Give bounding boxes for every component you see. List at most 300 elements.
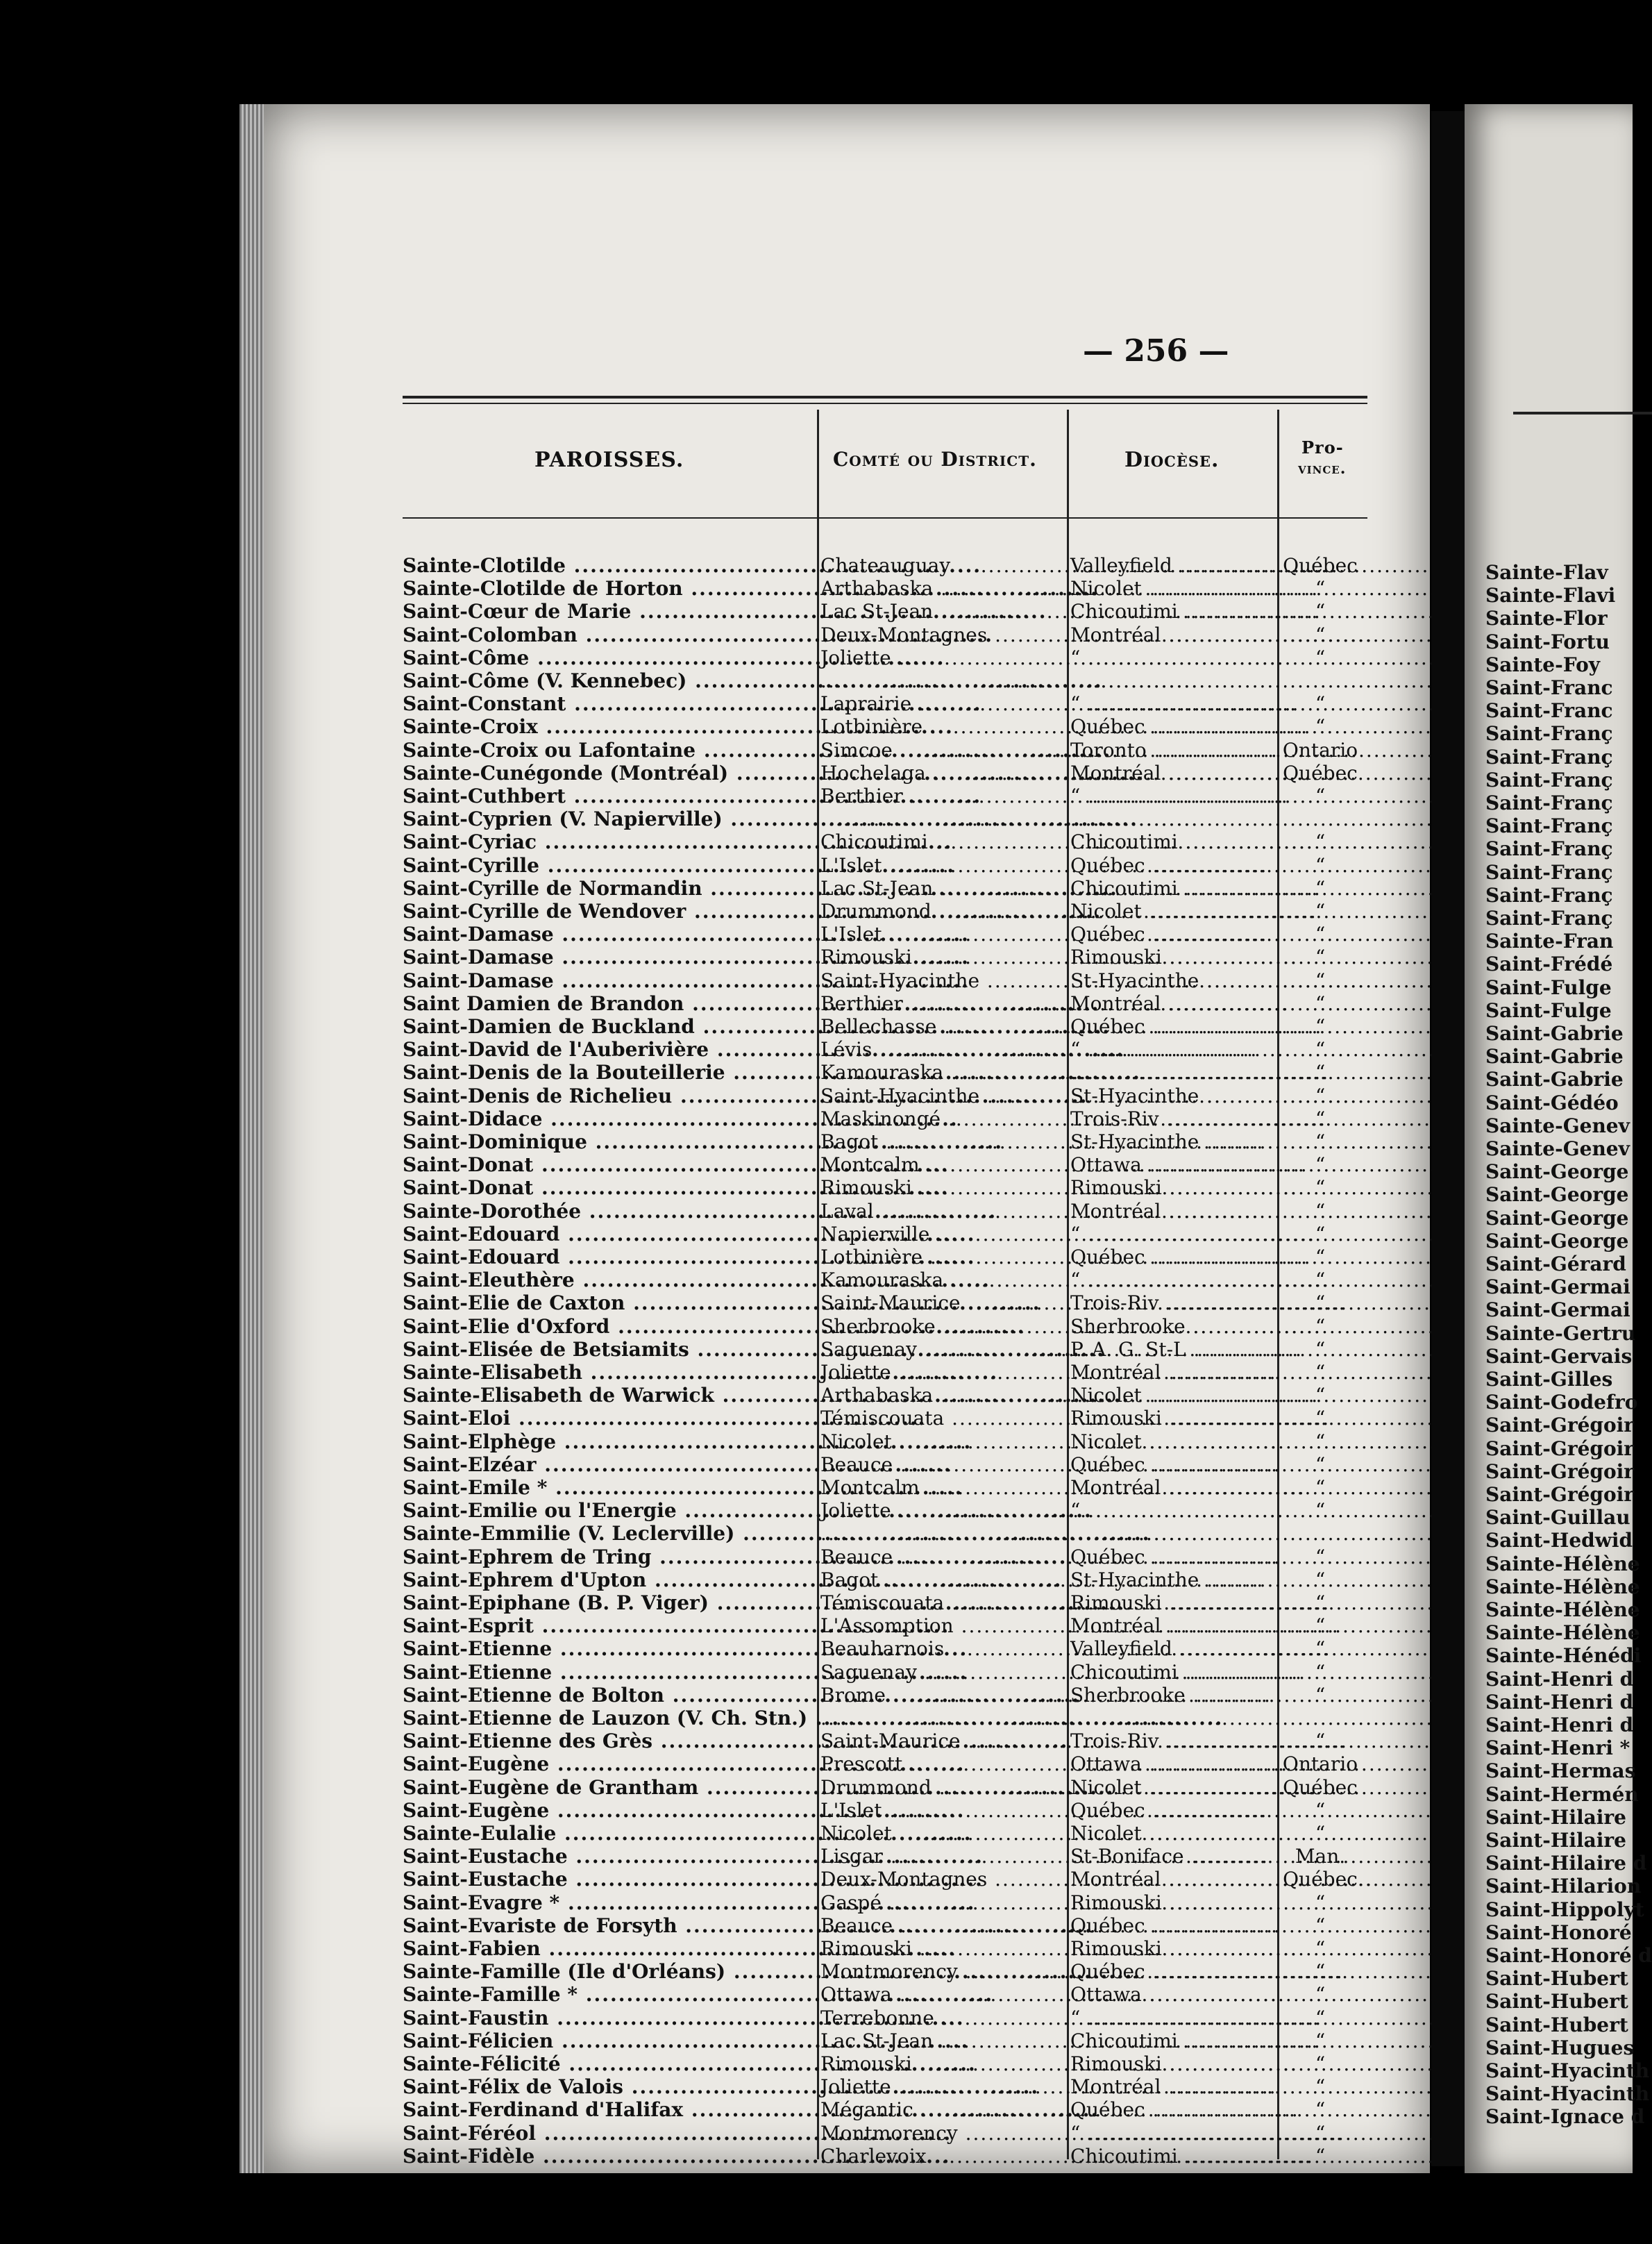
county-cell	[820, 809, 1065, 830]
county-cell: Joliette .....	[820, 1500, 1065, 1521]
parish-cell: Saint-Damien de Buckland .....	[403, 1016, 812, 1037]
next-page-row: Saint-Hubert	[1485, 2013, 1628, 2036]
diocese-cell: Rimouski .....	[1070, 1178, 1272, 1198]
province-cell: Man.	[1295, 1845, 1346, 1868]
next-page-row: Sainte-Flavi	[1485, 584, 1616, 608]
diocese-cell	[1070, 809, 1272, 830]
parish-cell: Saint-Cyriac .....	[403, 832, 812, 853]
parish-cell: Saint-Damase .....	[403, 924, 812, 945]
parish-cell: Saint-Emile * .....	[403, 1477, 812, 1498]
diocese-cell: Montréal .....	[1070, 1362, 1272, 1383]
parish-cell: Saint-Ephrem d'Upton .....	[403, 1570, 812, 1591]
parish-cell: Saint-Elisée de Betsiamits .....	[403, 1339, 812, 1360]
province-cell: “	[1315, 900, 1326, 923]
diocese-cell: Montréal .....	[1070, 1869, 1272, 1890]
parish-cell: Saint-Eloi .....	[403, 1408, 812, 1429]
province-cell: “	[1315, 1822, 1326, 1845]
next-page-row: Saint-Grégoir	[1485, 1414, 1635, 1437]
next-page-row: Saint-Hermén	[1485, 1782, 1639, 1806]
diocese-cell: Toronto .....	[1070, 740, 1272, 761]
province-cell: Québec	[1283, 1775, 1358, 1799]
parish-cell: Saint-Cyprien (V. Napierville) .....	[403, 809, 812, 830]
county-cell: Lotbinière .....	[820, 717, 1065, 737]
county-cell: Joliette .....	[820, 2077, 1065, 2098]
diocese-cell: Rimouski .....	[1070, 1593, 1272, 1614]
next-page-row: Saint-George	[1485, 1160, 1629, 1184]
next-page-row: Saint-Gilles	[1485, 1368, 1613, 1391]
county-cell: L'Assomption .....	[820, 1616, 1065, 1636]
province-cell: “	[1315, 1891, 1326, 1914]
county-cell: Lévis .....	[820, 1039, 1065, 1060]
province-cell: “	[1315, 1384, 1326, 1407]
parish-cell: Sainte-Croix .....	[403, 717, 812, 737]
province-cell: “	[1315, 1337, 1326, 1361]
diocese-cell: Rimouski .....	[1070, 947, 1272, 968]
parish-cell: Saint-Eugène .....	[403, 1800, 812, 1821]
county-cell: Laval .....	[820, 1201, 1065, 1222]
county-cell: Témiscouata .....	[820, 1593, 1065, 1614]
county-cell: Saint-Hyacinthe .....	[820, 971, 1065, 991]
parish-cell: Saint-Epiphane (B. P. Viger) .....	[403, 1593, 812, 1614]
county-cell: Rimouski .....	[820, 1178, 1065, 1198]
parish-cell: Saint-Eleuthère .....	[403, 1270, 812, 1291]
province-cell: “	[1315, 1361, 1326, 1384]
county-cell: Montmorency .....	[820, 1961, 1065, 1982]
parish-cell: Sainte-Famille * .....	[403, 1984, 812, 2005]
province-cell: “	[1315, 1199, 1326, 1223]
header-county: Comté ou District.	[833, 448, 1037, 471]
next-page-row: Saint-Germai	[1485, 1298, 1630, 1322]
next-page-row: Saint-Hyacinth	[1485, 2059, 1650, 2082]
county-cell: L'Islet .....	[820, 855, 1065, 876]
county-cell: Napierville .....	[820, 1224, 1065, 1245]
parish-cell: Saint-Cyrille de Wendover .....	[403, 901, 812, 922]
province-cell: “	[1315, 2098, 1326, 2122]
county-cell: Lotbinière .....	[820, 1247, 1065, 1268]
parish-cell: Saint-Cœur de Marie .....	[403, 601, 812, 622]
parish-cell: Saint-Etienne .....	[403, 1662, 812, 1683]
diocese-cell: Québec .....	[1070, 717, 1272, 737]
diocese-cell	[1070, 1708, 1272, 1729]
parish-cell: Saint-Eugène de Grantham .....	[403, 1777, 812, 1798]
parish-cell: Saint-Cyrille de Normandin .....	[403, 878, 812, 899]
next-page-row: Saint-George	[1485, 1206, 1629, 1230]
county-cell: Chateauguay .....	[820, 555, 1065, 576]
diocese-cell: “ .....	[1070, 648, 1272, 669]
parish-cell: Saint-Emilie ou l'Energie .....	[403, 1500, 812, 1521]
next-page-row: Saint-Honoré	[1485, 1920, 1632, 1944]
diocese-cell: “ .....	[1070, 694, 1272, 714]
next-page-row: Saint-Grégoir	[1485, 1437, 1635, 1460]
next-page-row: Saint-Henri d	[1485, 1690, 1634, 1714]
next-page-row: Sainte-Gertru	[1485, 1321, 1636, 1345]
county-cell: Bagot .....	[820, 1570, 1065, 1591]
county-cell: Joliette .....	[820, 1362, 1065, 1383]
parish-cell: Sainte-Famille (Ile d'Orléans) .....	[403, 1961, 812, 1982]
county-cell: Charlevoix .....	[820, 2146, 1065, 2167]
province-cell: “	[1315, 1153, 1326, 1177]
county-cell: Arthabaska .....	[820, 1385, 1065, 1406]
next-page-row: Saint-George	[1485, 1183, 1629, 1207]
next-page-row: Saint-Franc	[1485, 676, 1613, 699]
book-page	[264, 104, 1430, 2173]
top-double-rule-thin	[403, 403, 1367, 404]
next-page-row: Sainte-Foy	[1485, 653, 1601, 676]
next-page-fragment	[1465, 104, 1652, 2173]
diocese-cell: Rimouski .....	[1070, 1408, 1272, 1429]
county-cell: Saint-Maurice .....	[820, 1731, 1065, 1752]
diocese-cell: Trois-Riv .....	[1070, 1293, 1272, 1314]
province-cell: “	[1315, 2029, 1326, 2052]
parish-cell: Sainte-Emmilie (V. Leclerville) .....	[403, 1523, 812, 1544]
province-cell: “	[1315, 1176, 1326, 1200]
diocese-cell: St-Boniface .....	[1070, 1846, 1272, 1867]
diocese-cell: Nicolet .....	[1070, 1823, 1272, 1844]
diocese-cell: “ .....	[1070, 786, 1272, 807]
parish-cell: Saint-Féréol .....	[403, 2123, 812, 2144]
diocese-cell: Montréal .....	[1070, 1616, 1272, 1636]
next-page-row: Saint-Hyacinth	[1485, 2082, 1650, 2106]
county-cell: Rimouski .....	[820, 1939, 1065, 1959]
parish-cell: Saint-Donat .....	[403, 1178, 812, 1198]
diocese-cell: Nicolet .....	[1070, 1432, 1272, 1452]
county-cell: Kamouraska .....	[820, 1270, 1065, 1291]
county-cell: Berthier .....	[820, 994, 1065, 1014]
province-cell: “	[1315, 600, 1326, 623]
province-cell: “	[1315, 876, 1326, 900]
diocese-cell: Rimouski .....	[1070, 2054, 1272, 2075]
next-page-row: Saint-Gabrie	[1485, 1022, 1624, 1045]
parish-cell: Sainte-Eulalie .....	[403, 1823, 812, 1844]
province-cell: “	[1315, 623, 1326, 646]
diocese-cell: Ottawa .....	[1070, 1984, 1272, 2005]
county-cell: Arthabaska .....	[820, 578, 1065, 599]
province-cell: Ontario	[1282, 1752, 1358, 1776]
header-province-line2: vince.	[1298, 460, 1347, 478]
next-page-row: Saint-Gédéo	[1485, 1091, 1619, 1114]
next-page-row: Saint-Franç	[1485, 768, 1613, 792]
province-cell: “	[1315, 646, 1326, 669]
province-cell: “	[1315, 1960, 1326, 1984]
county-cell: Kamouraska .....	[820, 1062, 1065, 1083]
diocese-cell: Trois-Riv .....	[1070, 1731, 1272, 1752]
parish-cell: Sainte-Dorothée .....	[403, 1201, 812, 1222]
county-cell: L'Islet .....	[820, 1800, 1065, 1821]
county-cell: Terrebonne .....	[820, 2008, 1065, 2029]
county-cell: Lac St-Jean .....	[820, 2031, 1065, 2052]
next-page-row: Saint-Franç	[1485, 745, 1613, 769]
parish-cell: Saint-Didace .....	[403, 1109, 812, 1130]
province-cell: “	[1315, 991, 1326, 1015]
diocese-cell: Montréal .....	[1070, 2077, 1272, 2098]
province-cell: Ontario	[1282, 738, 1358, 762]
diocese-cell: Québec .....	[1070, 2100, 1272, 2120]
county-cell: Joliette .....	[820, 648, 1065, 669]
next-page-row: Saint-Hilaire	[1485, 1829, 1626, 1852]
diocese-cell: Trois-Riv .....	[1070, 1109, 1272, 1130]
diocese-cell: Québec .....	[1070, 1961, 1272, 1982]
next-page-row: Saint-Hedwid	[1485, 1529, 1633, 1552]
province-cell: Québec	[1283, 761, 1358, 785]
next-page-row: Saint-Franç	[1485, 907, 1613, 930]
province-cell: “	[1315, 1246, 1326, 1268]
county-cell: Gaspé .....	[820, 1893, 1065, 1914]
diocese-cell: “ .....	[1070, 2123, 1272, 2144]
next-page-row: Saint-Godefro	[1485, 1391, 1638, 1414]
province-cell: “	[1315, 1568, 1326, 1591]
diocese-cell: Nicolet .....	[1070, 901, 1272, 922]
next-page-rule	[1513, 412, 1652, 415]
next-page-row: Saint-Frédé	[1485, 953, 1613, 976]
diocese-cell: Chicoutimi .....	[1070, 2031, 1272, 2052]
parish-cell: Saint Damien de Brandon .....	[403, 994, 812, 1014]
next-page-row: Saint-Gérard	[1485, 1253, 1626, 1275]
diocese-cell	[1070, 1523, 1272, 1544]
province-cell: “	[1315, 1545, 1326, 1568]
province-cell: “	[1315, 1730, 1326, 1753]
header-rule	[403, 517, 1367, 519]
province-cell: Québec	[1283, 1868, 1358, 1891]
diocese-cell: Montréal .....	[1070, 1477, 1272, 1498]
next-page-row: Saint-Franç	[1485, 860, 1613, 884]
province-cell: “	[1315, 2006, 1326, 2029]
parish-cell: Saint-Elie d'Oxford .....	[403, 1316, 812, 1337]
next-page-row: Saint-Fortu	[1485, 630, 1610, 653]
county-cell: Montcalm .....	[820, 1477, 1065, 1498]
diocese-cell: Québec .....	[1070, 1800, 1272, 1821]
parish-cell: Saint-Félicien .....	[403, 2031, 812, 2052]
county-cell: Chicoutimi .....	[820, 832, 1065, 853]
next-page-row: Saint-Hilaire d	[1485, 1852, 1647, 1875]
county-cell: Drummond .....	[820, 1777, 1065, 1798]
next-page-row: Saint-Henri d	[1485, 1714, 1634, 1736]
diocese-cell: Rimouski .....	[1070, 1939, 1272, 1959]
parish-cell: Saint-Félix de Valois .....	[403, 2077, 812, 2098]
province-cell: “	[1315, 830, 1326, 854]
next-page-row: Saint-Franç	[1485, 814, 1613, 838]
province-cell: “	[1315, 1430, 1326, 1453]
province-cell: “	[1315, 1499, 1326, 1523]
book-page-edges	[239, 104, 267, 2173]
county-cell: Brome .....	[820, 1685, 1065, 1706]
province-cell: “	[1315, 1614, 1326, 1638]
diocese-cell: Montréal .....	[1070, 625, 1272, 646]
next-page-row: Saint-Franç	[1485, 792, 1613, 814]
next-page-row: Saint-Gervais	[1485, 1344, 1633, 1368]
county-cell: Mégantic .....	[820, 2100, 1065, 2120]
next-page-row: Saint-Guillau	[1485, 1506, 1630, 1530]
county-cell: Saint-Hyacinthe .....	[820, 1086, 1065, 1107]
county-cell: Témiscouata .....	[820, 1408, 1065, 1429]
province-cell: “	[1315, 692, 1326, 716]
parish-cell: Saint-Etienne .....	[403, 1639, 812, 1659]
province-cell: Québec	[1283, 554, 1358, 577]
next-page-row: Sainte-Hénédi	[1485, 1644, 1642, 1668]
county-cell: Berthier .....	[820, 786, 1065, 807]
diocese-cell: St-Hyacinthe .....	[1070, 971, 1272, 991]
next-page-row: Saint-Hubert	[1485, 1967, 1628, 1991]
parish-cell: Sainte-Croix ou Lafontaine .....	[403, 740, 812, 761]
diocese-cell: Montréal .....	[1070, 994, 1272, 1014]
province-cell: “	[1315, 2121, 1326, 2145]
county-cell: Hochelaga .....	[820, 763, 1065, 784]
province-cell: “	[1315, 1407, 1326, 1430]
next-page-row: Sainte-Genev	[1485, 1137, 1630, 1160]
county-cell: Beauce .....	[820, 1916, 1065, 1936]
parish-cell: Saint-Evagre * .....	[403, 1893, 812, 1914]
diocese-cell: P. A. G. St-L .....	[1070, 1339, 1272, 1360]
province-cell: “	[1315, 1130, 1326, 1153]
next-page-row: Saint-George	[1485, 1229, 1629, 1253]
next-page-row: Saint-Honoré d	[1485, 1944, 1652, 1967]
next-page-row: Saint-Fulge	[1485, 998, 1612, 1022]
diocese-cell: Ottawa .....	[1070, 1754, 1272, 1775]
parish-cell: Saint-Eugène .....	[403, 1754, 812, 1775]
county-cell: Nicolet .....	[820, 1823, 1065, 1844]
province-cell: “	[1315, 1914, 1326, 1937]
next-page-row: Sainte-Genev	[1485, 1114, 1630, 1137]
province-cell: “	[1315, 2052, 1326, 2075]
parish-cell: Saint-Donat .....	[403, 1155, 812, 1175]
parish-cell: Saint-Damase .....	[403, 947, 812, 968]
diocese-cell: “ .....	[1070, 1500, 1272, 1521]
diocese-cell: Nicolet .....	[1070, 578, 1272, 599]
diocese-cell: Québec .....	[1070, 1247, 1272, 1268]
diocese-cell: Québec .....	[1070, 1547, 1272, 1568]
next-page-row: Saint-Grégoir	[1485, 1483, 1635, 1506]
diocese-cell: Sherbrooke .....	[1070, 1685, 1272, 1706]
next-page-row: Saint-Franç	[1485, 837, 1613, 861]
diocese-cell: Ottawa .....	[1070, 1155, 1272, 1175]
county-cell: Prescott .....	[820, 1754, 1065, 1775]
next-page-row: Saint-Ignace d	[1485, 2105, 1645, 2129]
header-province-line1: Pro-	[1301, 437, 1344, 458]
county-cell	[820, 671, 1065, 692]
diocese-cell: “ .....	[1070, 1270, 1272, 1291]
next-page-row: Saint-Hilarion	[1485, 1875, 1642, 1898]
next-page-row: Sainte-Hélène	[1485, 1598, 1640, 1621]
province-cell: “	[1315, 1268, 1326, 1292]
parish-cell: Saint-Colomban .....	[403, 625, 812, 646]
parish-cell: Saint-Eustache .....	[403, 1869, 812, 1890]
diocese-cell: St-Hyacinthe .....	[1070, 1132, 1272, 1153]
parish-cell: Saint-Ferdinand d'Halifax .....	[403, 2100, 812, 2120]
province-cell: “	[1315, 1107, 1326, 1130]
parish-cell: Saint-Faustin .....	[403, 2008, 812, 2029]
parish-cell: Saint-Edouard .....	[403, 1224, 812, 1245]
next-page-row: Saint-Henri *	[1485, 1736, 1630, 1760]
county-cell: Ottawa .....	[820, 1984, 1065, 2005]
parish-cell: Saint-Fabien .....	[403, 1939, 812, 1959]
parish-cell: Sainte-Clotilde .....	[403, 555, 812, 576]
diocese-cell: Québec .....	[1070, 1916, 1272, 1936]
next-page-row: Saint-Fulge	[1485, 976, 1612, 999]
diocese-cell: Québec .....	[1070, 924, 1272, 945]
next-page-row: Saint-Hermas	[1485, 1759, 1636, 1783]
parish-cell: Saint-Elzéar .....	[403, 1455, 812, 1475]
county-cell: Deux-Montagnes .....	[820, 1869, 1065, 1890]
header-parishes: PAROISSES.	[534, 448, 684, 472]
province-cell: “	[1315, 577, 1326, 601]
county-cell: Beauharnois .....	[820, 1639, 1065, 1659]
parish-cell: Sainte-Félicité .....	[403, 2054, 812, 2075]
province-cell: “	[1315, 1937, 1326, 1960]
province-cell: “	[1315, 1452, 1326, 1476]
next-page-row: Saint-Franç	[1485, 883, 1613, 907]
parish-cell: Saint-Denis de la Bouteillerie .....	[403, 1062, 812, 1083]
book-gutter	[1431, 111, 1465, 2166]
parish-cell: Saint-Cuthbert .....	[403, 786, 812, 807]
province-cell: “	[1315, 1798, 1326, 1822]
parish-cell: Saint-Esprit .....	[403, 1616, 812, 1636]
province-cell: “	[1315, 946, 1326, 969]
county-cell: Lisgar .....	[820, 1846, 1065, 1867]
county-cell: Saint-Maurice .....	[820, 1293, 1065, 1314]
county-cell: Simcoe .....	[820, 740, 1065, 761]
county-cell: Sherbrooke .....	[820, 1316, 1065, 1337]
next-page-row: Saint-Franç	[1485, 722, 1613, 746]
next-page-row: Saint-Henri d	[1485, 1667, 1634, 1691]
next-page-row: Saint-Hilaire	[1485, 1805, 1626, 1829]
diocese-cell: Valleyfield .....	[1070, 1639, 1272, 1659]
diocese-cell: Chicoutimi .....	[1070, 2146, 1272, 2167]
province-cell: “	[1315, 1015, 1326, 1038]
top-double-rule	[403, 396, 1367, 399]
province-cell: “	[1315, 1038, 1326, 1062]
next-page-row: Saint-Hugues	[1485, 2036, 1635, 2059]
province-cell: “	[1315, 1683, 1326, 1707]
county-cell: Bellechasse .....	[820, 1016, 1065, 1037]
next-page-row: Saint-Franc	[1485, 699, 1613, 723]
parish-cell: Saint-Dominique .....	[403, 1132, 812, 1153]
county-cell: Drummond .....	[820, 901, 1065, 922]
diocese-cell: St-Hyacinthe .....	[1070, 1086, 1272, 1107]
diocese-cell	[1070, 671, 1272, 692]
diocese-cell: Chicoutimi .....	[1070, 832, 1272, 853]
province-cell: “	[1315, 2075, 1326, 2099]
parish-cell: Sainte-Elisabeth de Warwick .....	[403, 1385, 812, 1406]
county-cell: Beauce .....	[820, 1455, 1065, 1475]
province-cell: “	[1315, 969, 1326, 992]
county-cell: Montcalm .....	[820, 1155, 1065, 1175]
diocese-cell: Rimouski .....	[1070, 1893, 1272, 1914]
province-cell: “	[1315, 853, 1326, 877]
parish-cell: Saint-Denis de Richelieu .....	[403, 1086, 812, 1107]
next-page-row: Saint-Germai	[1485, 1275, 1630, 1299]
province-cell: “	[1315, 785, 1326, 807]
diocese-cell: Chicoutimi .....	[1070, 878, 1272, 899]
next-page-row: Sainte-Flav	[1485, 561, 1608, 584]
diocese-cell: Québec .....	[1070, 1016, 1272, 1037]
diocese-cell: Montréal .....	[1070, 1201, 1272, 1222]
diocese-cell: Valleyfield .....	[1070, 555, 1272, 576]
parish-cell: Sainte-Cunégonde (Montréal) .....	[403, 763, 812, 784]
province-cell: “	[1315, 1084, 1326, 1107]
county-cell	[820, 1708, 1065, 1729]
county-cell: Montmorency .....	[820, 2123, 1065, 2144]
province-cell: “	[1315, 2144, 1326, 2168]
province-cell: “	[1315, 1660, 1326, 1684]
next-page-row: Sainte-Fran	[1485, 930, 1614, 953]
parish-cell: Saint-Eustache .....	[403, 1846, 812, 1867]
county-cell: Lac St-Jean .....	[820, 878, 1065, 899]
diocese-cell: Sherbrooke .....	[1070, 1316, 1272, 1337]
county-cell: Saguenay .....	[820, 1662, 1065, 1683]
parish-cell: Sainte-Elisabeth .....	[403, 1362, 812, 1383]
diocese-cell: Chicoutimi .....	[1070, 1662, 1272, 1683]
county-cell: Saguenay .....	[820, 1339, 1065, 1360]
county-cell: Lac St-Jean .....	[820, 601, 1065, 622]
